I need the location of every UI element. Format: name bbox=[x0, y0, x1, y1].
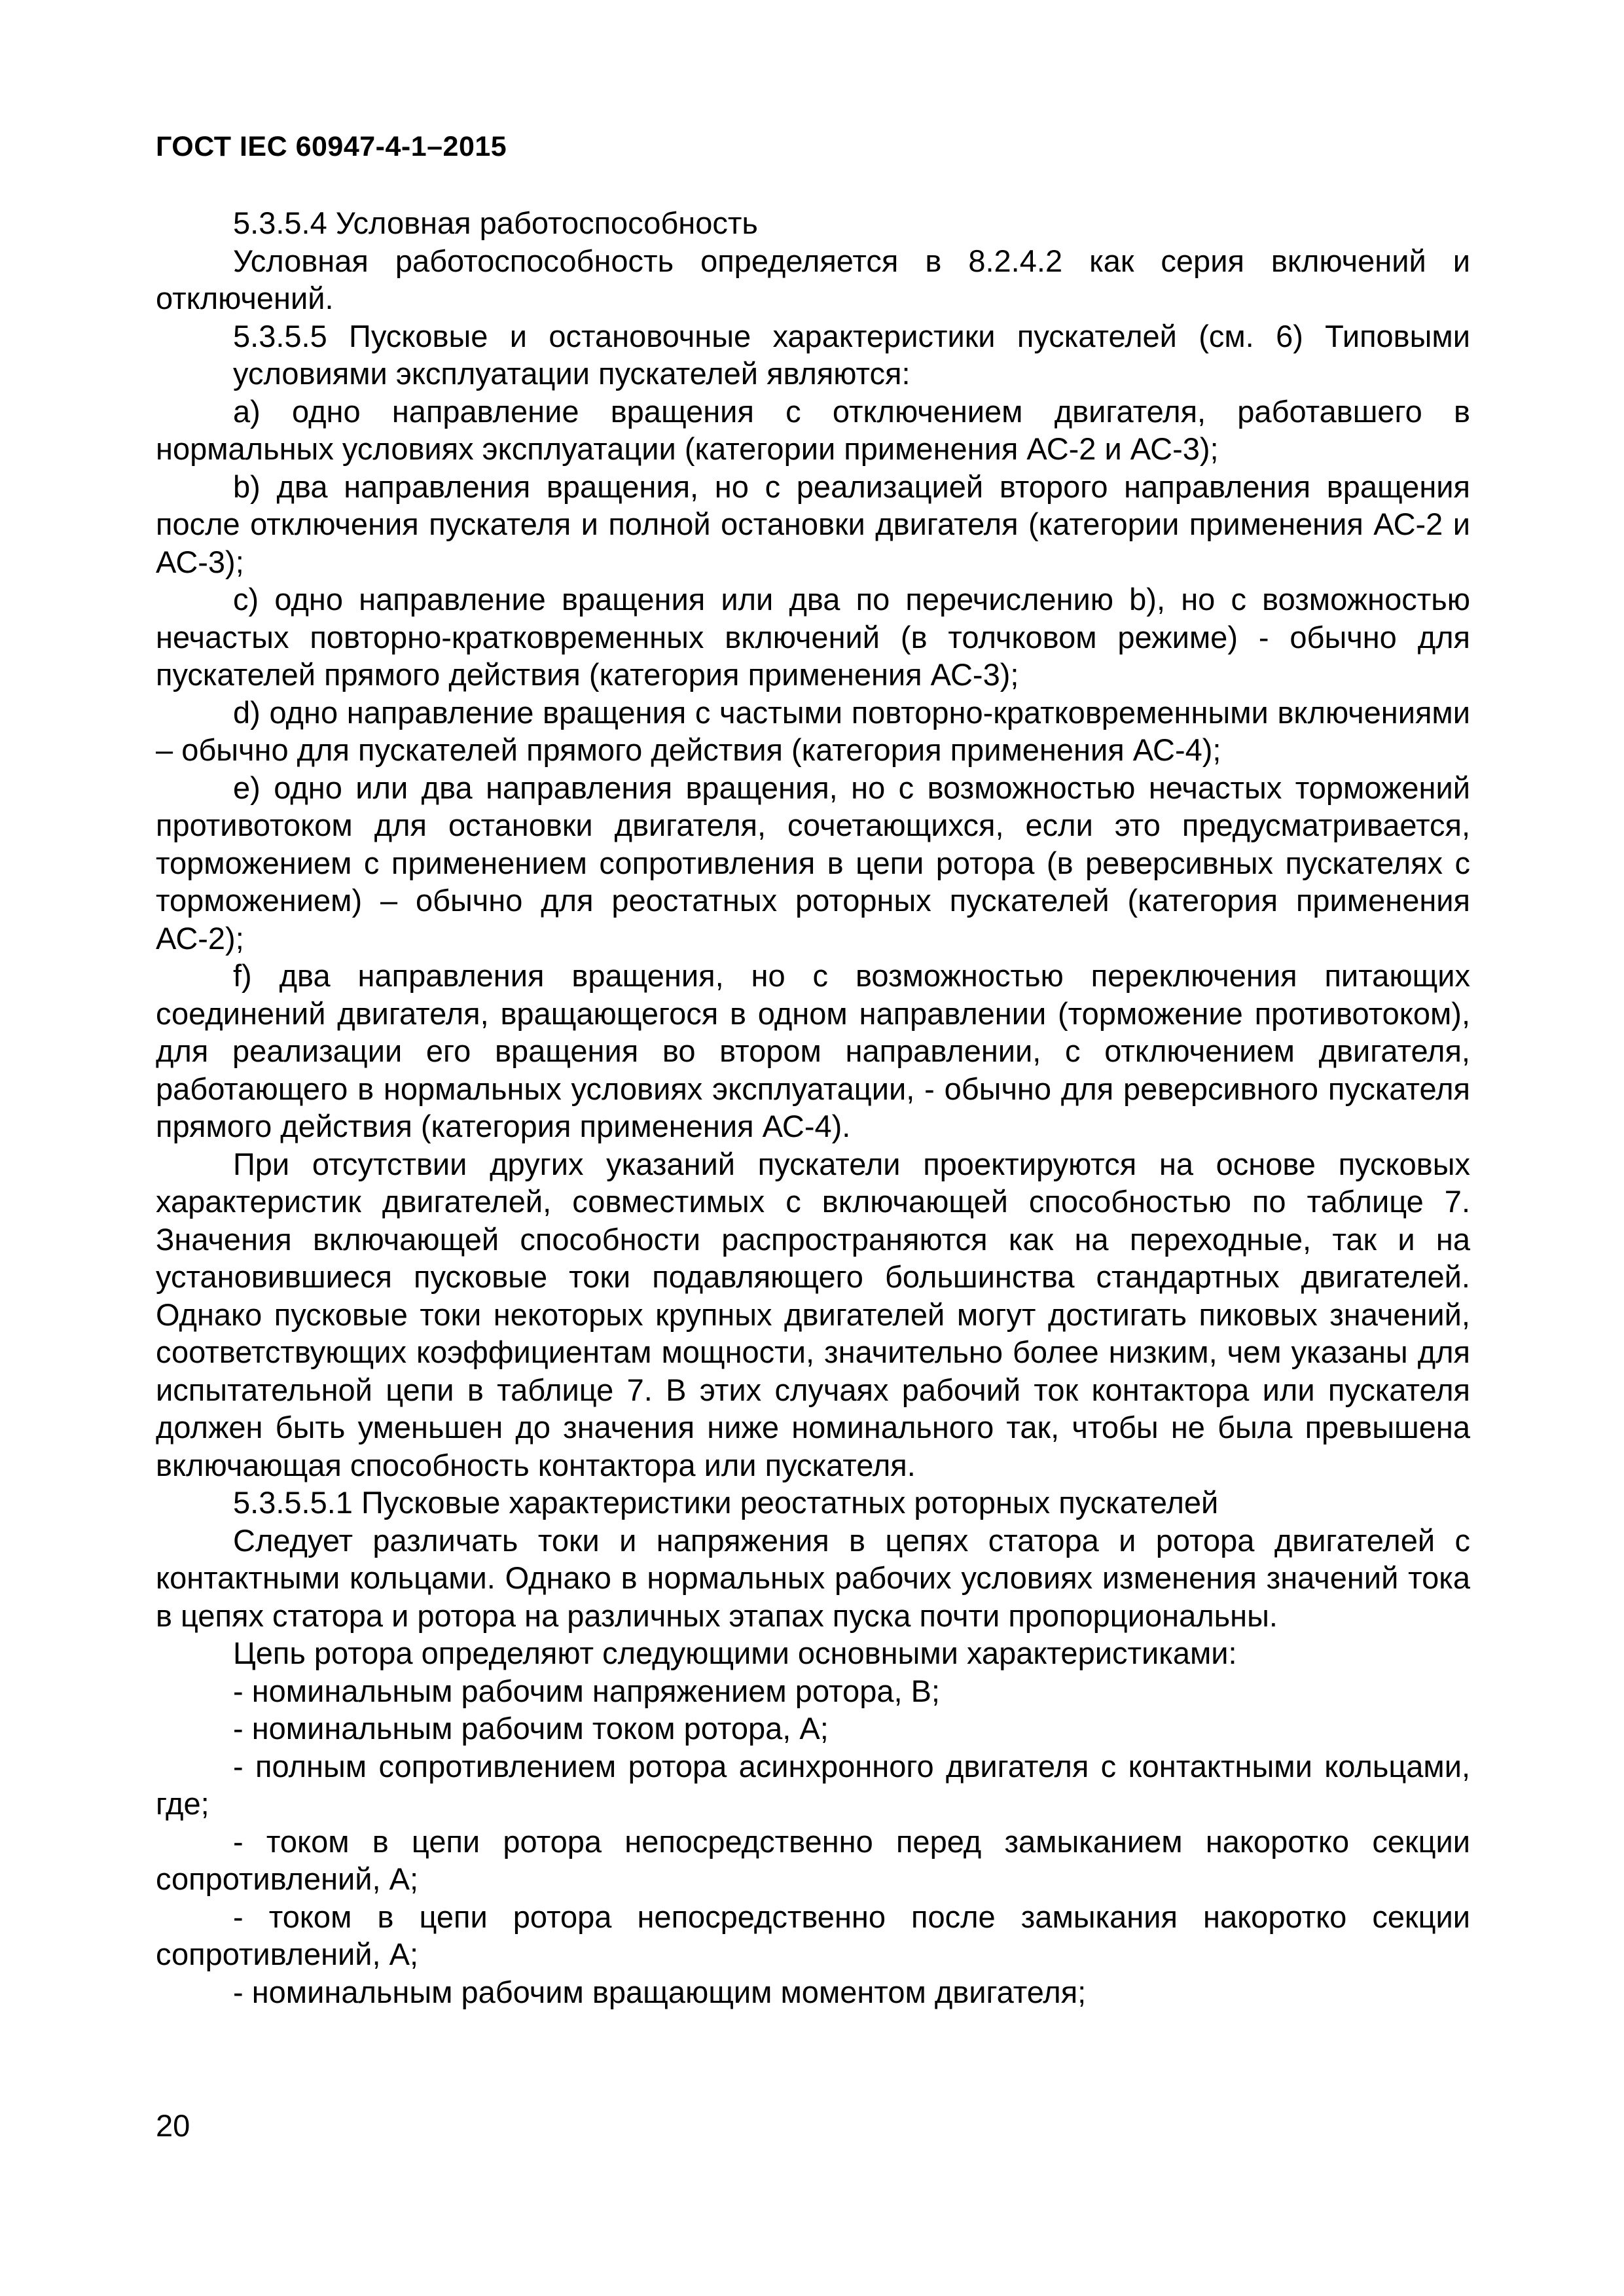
paragraph: Условная работоспособность определяется в 8.2.4.2 как серия включений и отключений. bbox=[156, 243, 1470, 315]
section-heading-5-3-5-5: 5.3.5.5 Пусковые и остановочные характеристики пускателей (см. 6) Типовыми условиями эксплуатации пускателей являются: bbox=[233, 318, 1470, 391]
section-heading-5-3-5-4: 5.3.5.4 Условная работоспособность bbox=[233, 206, 758, 240]
document-body bbox=[156, 204, 1470, 2011]
list-item-b: b) два направления вращения, но с реализацией второго направления вращения после отключения пускателя и полной остановки двигателя (категории применения АС-2 и АС-3); bbox=[156, 469, 1470, 579]
paragraph: Следует различать токи и напряжения в цепях статора и ротора двигателей с контактными кольцами. Однако в нормальных рабочих условиях изменения значений тока в цепях статора и ротора на различных этапах пуска почти пропорциональны. bbox=[156, 1522, 1470, 1633]
paragraph: Цепь ротора определяют следующими основными характеристиками: bbox=[233, 1636, 1237, 1670]
list-item-f: f) два направления вращения, но с возможностью переключения питающих соединений двигателя, вращающегося в одном направлении (торможение противотоком), для реализации его вращения во втором направлении, с отключением двигателя, работающего в нормальных условиях эксплуатации, - обычно для реверсивного пускателя прямого действия (категория применения АС-4). bbox=[156, 958, 1470, 1143]
list-item-c: c) одно направление вращения или два по перечислению b), но с возможностью нечастых повторно-кратковременных включений (в толчковом режиме) - обычно для пускателей прямого действия (категория применения АС-3); bbox=[156, 582, 1470, 692]
dash-list-item: - номинальным рабочим вращающим моментом двигателя; bbox=[233, 1974, 1087, 2009]
dash-list-item: - током в цепи ротора непосредственно после замыкания накоротко секции сопротивлений, А; bbox=[156, 1899, 1470, 1971]
page-number: 20 bbox=[156, 2108, 190, 2143]
dash-list-item: - полным сопротивлением ротора асинхронного двигателя с контактными кольцами, где; bbox=[156, 1748, 1470, 1821]
list-item-d: d) одно направление вращения с частыми повторно-кратковременными включениями – обычно для пускателей прямого действия (категория применения АС-4); bbox=[156, 694, 1470, 767]
paragraph: При отсутствии других указаний пускатели проектируются на основе пусковых характеристик двигателей, совместимых с включающей способностью по таблице 7. Значения включающей способности распространяются как на переходные, так и на установившиеся пусковые токи подавляющего большинства стандартных двигателей. Однако пусковые токи некоторых крупных двигателей могут достигать пиковых значений, соответствующих коэффициентам мощности, значительно более низким, чем указаны для испытательной цепи в таблице 7. В этих случаях рабочий ток контактора или пускателя должен быть уменьшен до значения ниже номинального так, чтобы не была превышена включающая способность контактора или пускателя. bbox=[156, 1146, 1470, 1482]
list-item-e: e) одно или два направления вращения, но с возможностью нечастых торможений противотоком для остановки двигателя, сочетающихся, если это предусматривается, торможением с применением сопротивления в цепи ротора (в реверсивных пускателях с торможением) – обычно для реостатных роторных пускателей (категория применения АС-2); bbox=[156, 770, 1470, 956]
dash-list-item: - током в цепи ротора непосредственно перед замыканием накоротко секции сопротивлений, А; bbox=[156, 1823, 1470, 1896]
document-standard-header: ГОСТ IEC 60947-4-1–2015 bbox=[156, 131, 507, 162]
section-heading-5-3-5-5-1: 5.3.5.5.1 Пусковые характеристики реостатных роторных пускателей bbox=[233, 1485, 1219, 1520]
dash-list-item: - номинальным рабочим напряжением ротора, В; bbox=[233, 1673, 940, 1708]
dash-list-item: - номинальным рабочим током ротора, А; bbox=[233, 1711, 829, 1746]
list-item-a: a) одно направление вращения с отключением двигателя, работавшего в нормальных условиях эксплуатации (категории применения АС-2 и АС-3); bbox=[156, 393, 1470, 466]
